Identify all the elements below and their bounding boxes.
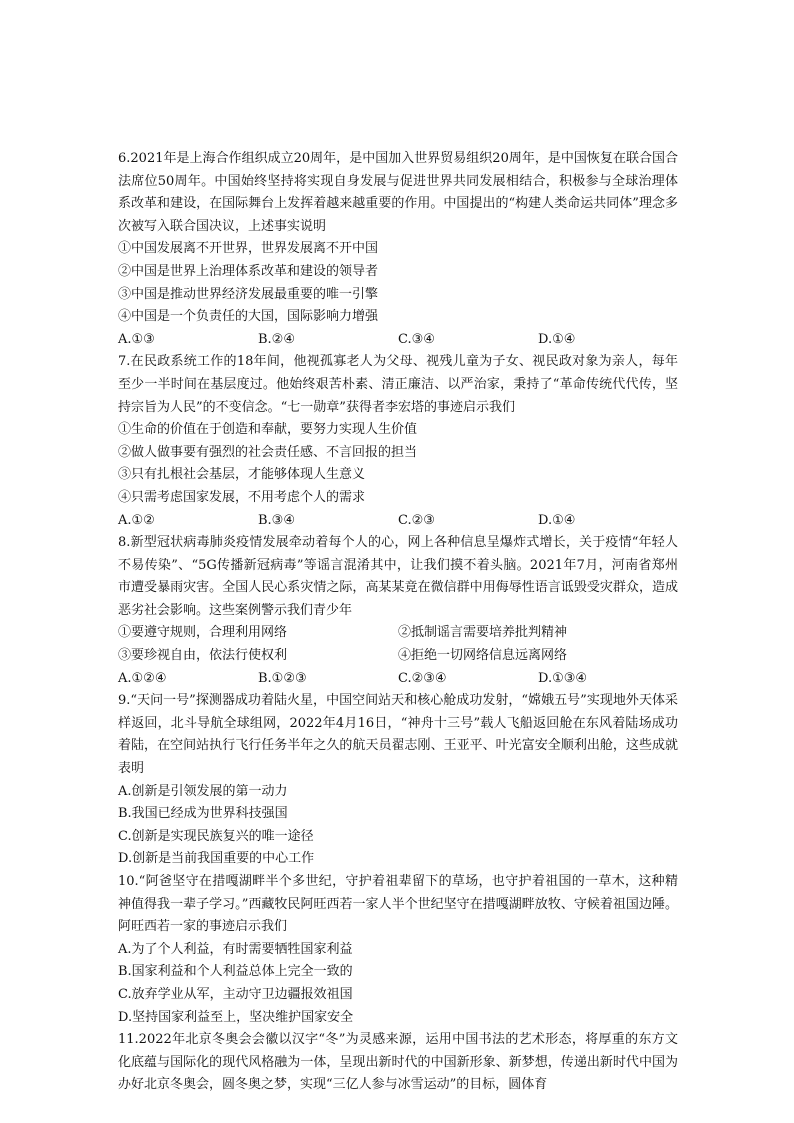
q6-option-d: D.①④ [538,331,576,347]
q8-options [118,668,678,691]
q9-choice-a: A.创新是引领发展的第一动力 [118,783,288,799]
q8-item-1: ①要遵守规则，合理利用网络 [118,625,288,641]
question-9-stem: 9.“天问一号”探测器成功着陆火星，中国空间站天和核心舱成功发射，“嫦娥五号”实现地外天体采样返回，北斗导航全球组网，2022年4月16日，“神舟十三号”载人飞船返回舱在东风着陆场成功着陆，在空间站执行飞行任务半年之久的航天员翟志刚、王亚平、叶光富安全顺利出舱，这些成就表明 [118,693,678,777]
q6-option-a: A.①③ [118,331,155,347]
q6-item-4: ④中国是一个负责任的大国，国际影响力增强 [118,309,379,325]
q7-options [118,510,678,533]
q6-item-1: ①中国发展离不开世界，世界发展离不开中国 [118,241,379,257]
question-8-stem: 8.新型冠状病毒肺炎疫情发展牵动着每个人的心，网上各种信息呈爆炸式增长，关于疫情“年轻人不易传染”、“5G传播新冠病毒”等谣言混淆其中，让我们摸不着头脑。2021年7月，河南省郑州市遭受暴雨灾害。全国人民心系灾情之际，高某某竟在微信群中用侮辱性语言诋毁受灾群众，造成恶劣社会影响。这些案例警示我们青少年 [118,535,678,618]
question-11-stem: 11.2022年北京冬奥会会徽以汉字“冬”为灵感来源，运用中国书法的艺术形态，将厚重的东方文化底蕴与国际化的现代风格融为一体，呈现出新时代的中国新形象、新梦想，传递出新时代中国为办好北京冬奥会，圆冬奥之梦，实现“三亿人参与冰雪运动”的目标，圆体育 [118,1032,678,1093]
q8-option-d: D.①③④ [538,670,588,686]
q10-choice-c: C.放弃学业从军，主动守卫边疆报效祖国 [118,986,353,1002]
q7-option-a: A.①② [118,512,155,528]
q8-option-c: C.②③④ [398,670,447,686]
q6-item-3: ③中国是推动世界经济发展最重要的唯一引擎 [118,286,379,302]
q9-choice-d: D.创新是当前我国重要的中心工作 [118,851,315,867]
q6-item-2: ②中国是世界上治理体系改革和建设的领导者 [118,263,379,279]
q10-choice-b: B.国家利益和个人利益总体上完全一致的 [118,964,353,980]
q8-option-b: B.①②③ [258,670,307,686]
q8-items-row-2 [118,645,678,668]
q10-choice-a: A.为了个人利益，有时需要牺牲国家利益 [118,941,353,957]
q9-choice-c: C.创新是实现民族复兴的唯一途径 [118,828,314,844]
q7-item-1: ①生命的价值在于创造和奉献，要努力实现人生价值 [118,422,418,438]
q7-item-3: ③只有扎根社会基层，才能够体现人生意义 [118,467,366,483]
q8-item-3: ③要珍视自由，依法行使权利 [118,648,288,664]
exam-page [118,148,678,1097]
q7-item-4: ④只需考虑国家发展，不用考虑个人的需求 [118,489,366,505]
question-10-stem: 10.“阿爸坚守在措嘎湖畔半个多世纪，守护着祖辈留下的草场，也守护着祖国的一草木，这种精神值得我一辈子学习。”西藏牧民阿旺西若一家人半个世纪坚守在措嘎湖畔放牧、守候着祖国边陲。阿旺西若一家的事迹启示我们 [118,874,678,935]
q7-item-2: ②做人做事要有强烈的社会责任感、不言回报的担当 [118,444,418,460]
q6-option-c: C.③④ [398,331,435,347]
q7-option-d: D.①④ [538,512,576,528]
question-7-stem: 7.在民政系统工作的18年间，他视孤寡老人为父母、视残儿童为子女、视民政对象为亲人，每年至少一半时间在基层度过。他始终艰苦朴素、清正廉洁、以严治家，秉持了“革命传统代代传，坚持宗旨为人民”的不变信念。“七一勋章”获得者李宏塔的事迹启示我们 [118,354,678,415]
q8-item-2: ②抵制谣言需要培养批判精神 [398,625,568,641]
q9-choice-b: B.我国已经成为世界科技强国 [118,806,288,822]
question-6-stem: 6.2021年是上海合作组织成立20周年，是中国加入世界贸易组织20周年，是中国恢复在联合国合法席位50周年。中国始终坚持将实现自身发展与促进世界共同发展相结合，积极参与全球治理体系改革和建设，在国际舞台上发挥着越来越重要的作用。中国提出的“构建人类命运共同体”理念多次被写入联合国决议，上述事实说明 [118,151,678,234]
q7-option-b: B.③④ [258,512,295,528]
q6-option-b: B.②④ [258,331,295,347]
q8-items-row-1 [118,622,678,645]
q8-option-a: A.①②④ [118,670,167,686]
q8-item-4: ④拒绝一切网络信息远离网络 [398,648,568,664]
q10-choice-d: D.坚持国家利益至上，坚决维护国家安全 [118,1009,354,1025]
q6-options [118,329,678,352]
q7-option-c: C.②③ [398,512,435,528]
